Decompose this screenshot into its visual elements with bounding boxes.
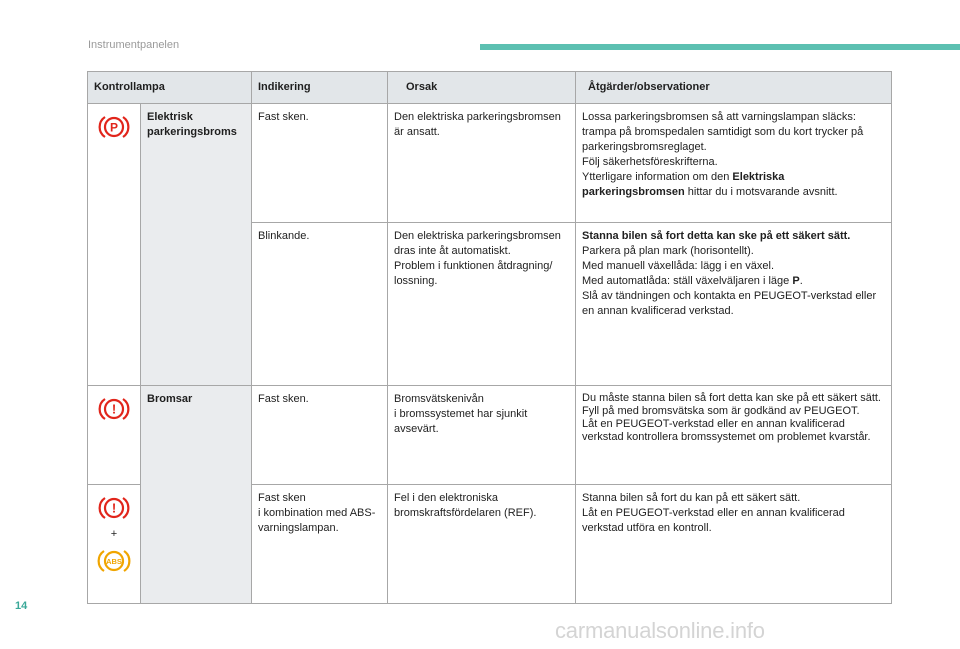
parking-row2-action-4: Slå av tändningen och kontakta en PEUGEOT-verkstad eller en annan kvalificerad verkstad. <box>582 290 877 317</box>
parking-row1-action-1: Lossa parkeringsbromsen så att varningslampan släcks: trampa på bromspedalen samtidigt som du kort trycker på parkeringsbromsreglaget. <box>582 111 864 153</box>
parking-row1-indication: Fast sken. <box>252 104 388 223</box>
parking-brake-warning-icon <box>98 114 130 140</box>
parking-row2-action-3: Med automatlåda: ställ växelväljaren i läge P. <box>582 275 803 287</box>
brakes-row1-actions <box>576 386 892 485</box>
brakes-row1-action-2: Fyll på med bromsvätska som är godkänd av PEUGEOT. <box>582 405 860 417</box>
parking-row1-cause: Den elektriska parkeringsbromsen är ansatt. <box>388 104 576 223</box>
brakes-row1-action-1: Du måste stanna bilen så fort detta kan ske på ett säkert sätt. <box>582 392 881 404</box>
svg-text:!: ! <box>111 500 117 516</box>
col-header-kontrollampa: Kontrollampa <box>88 72 252 104</box>
parking-brake-name-line2: parkeringsbroms <box>147 126 237 138</box>
parking-brake-name-line1: Elektrisk <box>147 111 193 123</box>
parking-row2-action-2: Med manuell växellåda: lägg i en växel. <box>582 260 775 272</box>
section-rule <box>480 44 960 50</box>
brakes-row2-action-2: Låt en PEUGEOT-verkstad eller en annan kvalificerad verkstad utföra en kontroll. <box>582 507 845 534</box>
parking-row2-cause <box>388 223 576 386</box>
brakes-row1-cause-1: Bromsvätskenivån <box>394 393 484 405</box>
brakes-row2-action-1: Stanna bilen så fort du kan på ett säkert sätt. <box>582 492 801 504</box>
brakes-row1-indication: Fast sken. <box>252 386 388 485</box>
parking-row1-action-3: Ytterligare information om den Elektriska parkeringsbromsen hittar du i motsvarande avsnitt. <box>582 171 838 198</box>
brake-icon-cell <box>88 386 141 485</box>
parking-row2-cause-1: Den elektriska parkeringsbromsen dras inte åt automatiskt. <box>394 230 561 257</box>
parking-row2-cause-2: Problem i funktionen åtdragning/ lossning. <box>394 260 553 287</box>
parking-row1-actions <box>576 104 892 223</box>
col-header-atgarder: Åtgärder/observationer <box>576 72 892 104</box>
brakes-row2-indication-1: Fast sken <box>258 492 306 504</box>
parking-brake-name-cell <box>141 104 252 386</box>
brake-icon-glyph: ! <box>111 401 117 417</box>
brakes-name-cell: Bromsar <box>141 386 252 604</box>
parking-row2-action-1: Parkera på plan mark (horisontellt). <box>582 245 754 257</box>
parking-row2-indication: Blinkande. <box>252 223 388 386</box>
brake-abs-icon-cell <box>88 485 141 604</box>
brakes-row2-actions <box>576 485 892 604</box>
parking-row1-action-2: Följ säkerhetsföreskrifterna. <box>582 156 718 168</box>
brakes-row2-cause: Fel i den elektroniska bromskraftsfördelaren (REF). <box>388 485 576 604</box>
brake-warning-icon <box>98 495 130 521</box>
brakes-row1-cause-2: i bromssystemet har sjunkit avsevärt. <box>394 408 528 435</box>
brake-warning-icon <box>98 396 130 422</box>
page-number: 14 <box>15 600 28 612</box>
abs-warning-icon <box>97 548 131 574</box>
parking-brake-icon-cell <box>88 104 141 386</box>
col-header-indikering: Indikering <box>252 72 388 104</box>
abs-icon-text: ABS <box>106 557 122 566</box>
parking-row2-actions <box>576 223 892 386</box>
parking-row2-action-bold: Stanna bilen så fort detta kan ske på ett säkert sätt. <box>582 230 851 242</box>
col-header-orsak: Orsak <box>388 72 576 104</box>
parking-icon-glyph: P <box>109 120 119 135</box>
plus-sign: + <box>110 528 118 540</box>
section-title: Instrumentpanelen <box>88 39 180 51</box>
brakes-row1-action-3: Låt en PEUGEOT-verkstad eller en annan kvalificerad verkstad kontrollera bromssystemet om problemet kvarstår. <box>582 418 871 443</box>
table-row <box>88 104 892 223</box>
warning-lamp-table <box>87 71 892 604</box>
brakes-row1-cause <box>388 386 576 485</box>
watermark: carmanualsonline.info <box>555 618 765 643</box>
brakes-row2-indication <box>252 485 388 604</box>
table-row <box>88 386 892 485</box>
table-header-row <box>88 72 892 104</box>
brakes-row2-indication-2: i kombination med ABS-varningslampan. <box>258 507 376 534</box>
